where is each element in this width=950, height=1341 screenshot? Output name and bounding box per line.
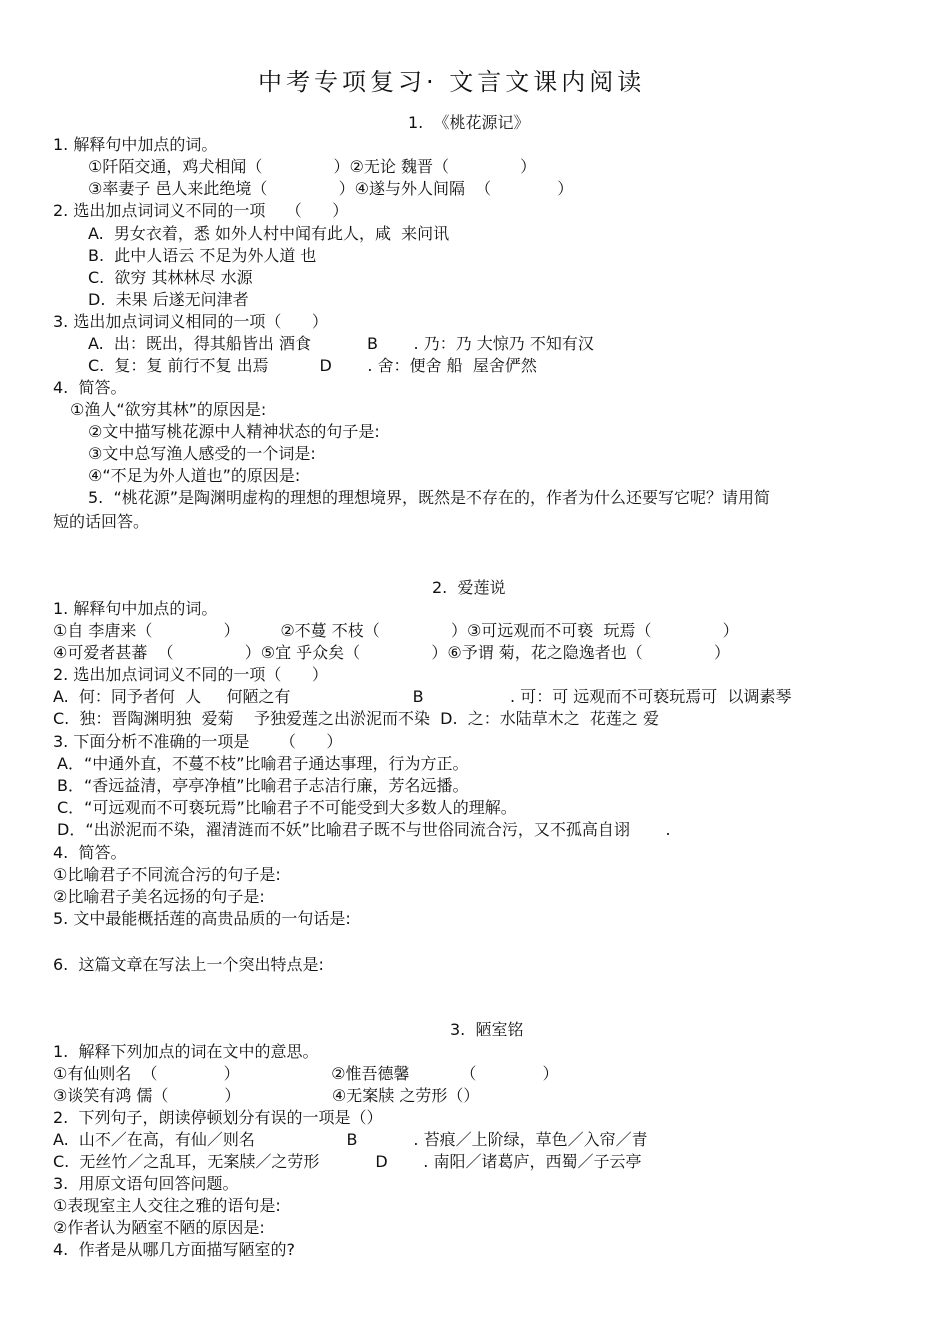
text-line: 4. 简答。 xyxy=(53,378,127,397)
text-line: ①表现室主人交往之雅的语句是: xyxy=(53,1196,281,1215)
text-line: A. 出：既出，得其船皆出 酒食 B . 乃：乃 大惊乃 不知有汉 xyxy=(88,334,594,353)
text-line: 1. 解释句中加点的词。 xyxy=(53,135,218,154)
text-line: C．“可远观而不可亵玩焉”比喻君子不可能受到大多数人的理解。 xyxy=(57,798,517,817)
text-line: ②比喻君子美名远扬的句子是: xyxy=(53,887,265,906)
text-line: ①自 李唐来（ ） ②不蔓 不枝（ ）③可远观而不可亵 玩焉（ ） xyxy=(53,621,739,640)
text-line: ①渔人“欲穷其林”的原因是: xyxy=(70,400,267,419)
text-line: D. 未果 后遂无问津者 xyxy=(88,290,249,309)
text-line: B. 此中人语云 不足为外人道 也 xyxy=(88,246,317,265)
text-line: C. 独：晋陶渊明独 爱菊 予独爱莲之出淤泥而不染 D. 之：水陆草木之 花莲之 爱 xyxy=(53,709,659,728)
text-line: C. 无丝竹／之乱耳，无案牍／之劳形 D . 南阳／诸葛庐，西蜀／子云亭 xyxy=(53,1152,642,1171)
text-line: B．“香远益清，亭亭净植”比喻君子志洁行廉，芳名远播。 xyxy=(57,776,469,795)
text-line: 3. 选出加点词词义相同的一项（ ） xyxy=(53,312,328,331)
text-line: ③谈笑有鸿 儒（ ） ④无案牍 之劳形（） xyxy=(53,1086,480,1105)
text-line: A．“中通外直，不蔓不枝”比喻君子通达事理，行为方正。 xyxy=(57,754,469,773)
text-line: ③率妻子 邑人来此绝境（ ）④遂与外人间隔 （ ） xyxy=(88,179,574,198)
text-line: ①有仙则名 （ ） ②惟吾德馨 （ ） xyxy=(53,1064,559,1083)
text-line: ①阡陌交通，鸡犬相闻（ ）②无论 魏晋（ ） xyxy=(88,157,537,176)
text-line: A. 山不／在高，有仙／则名 B . 苔痕／上阶绿，草色／入帘／青 xyxy=(53,1130,648,1149)
page-title: 中考专项复习· 文言文课内阅读 xyxy=(258,68,646,96)
text-line: ③文中总写渔人感受的一个词是: xyxy=(88,444,316,463)
text-line: 6. 这篇文章在写法上一个突出特点是: xyxy=(53,955,324,974)
text-line: ②文中描写桃花源中人精神状态的句子是: xyxy=(88,422,380,441)
text-line: 3. 陋室铭 xyxy=(450,1020,524,1039)
text-line: 2. 爱莲说 xyxy=(432,578,506,597)
text-line: 5. 文中最能概括莲的高贵品质的一句话是: xyxy=(53,909,351,928)
text-line: 4. 作者是从哪几方面描写陋室的? xyxy=(53,1240,295,1259)
text-line: 2. 选出加点词词义不同的一项 （ ） xyxy=(53,201,349,220)
text-line: ④可爱者甚蕃 （ ）⑤宜 乎众矣（ ）⑥予谓 菊，花之隐逸者也（ ） xyxy=(53,643,730,662)
text-line: 3. 用原文语句回答问题。 xyxy=(53,1174,239,1193)
text-line: A. 何：同予者何 人 何陋之有 B . 可：可 远观而不可亵玩焉可 以调素琴 xyxy=(53,687,792,706)
text-line: 3. 下面分析不准确的一项是 （ ） xyxy=(53,732,343,751)
text-line: ④“不足为外人道也”的原因是: xyxy=(88,466,301,485)
text-line: 5. “桃花源”是陶渊明虚构的理想的理想境界，既然是不存在的，作者为什么还要写它呢？请用简 xyxy=(88,488,771,507)
text-line: A. 男女衣着，悉 如外人村中闻有此人，咸 来问讯 xyxy=(88,224,450,243)
text-line: ②作者认为陋室不陋的原因是: xyxy=(53,1218,265,1237)
text-line: D．“出淤泥而不染，濯清涟而不妖”比喻君子既不与世俗同流合污，又不孤高自诩 . xyxy=(57,820,671,839)
text-line: C. 欲穷 其林林尽 水源 xyxy=(88,268,253,287)
text-line: 2. 下列句子，朗读停顿划分有误的一项是（） xyxy=(53,1108,383,1127)
text-line: 1. 解释下列加点的词在文中的意思。 xyxy=(53,1042,319,1061)
text-line: C. 复：复 前行不复 出焉 D . 舍：便舍 船 屋舍俨然 xyxy=(88,356,537,375)
text-line: 2. 选出加点词词义不同的一项（ ） xyxy=(53,665,328,684)
text-line: 短的话回答。 xyxy=(53,512,150,531)
text-line: ①比喻君子不同流合污的句子是: xyxy=(53,865,281,884)
text-line: 1. 解释句中加点的词。 xyxy=(53,599,218,618)
text-line: 4. 简答。 xyxy=(53,843,127,862)
text-line: 1. 《桃花源记》 xyxy=(408,113,530,132)
